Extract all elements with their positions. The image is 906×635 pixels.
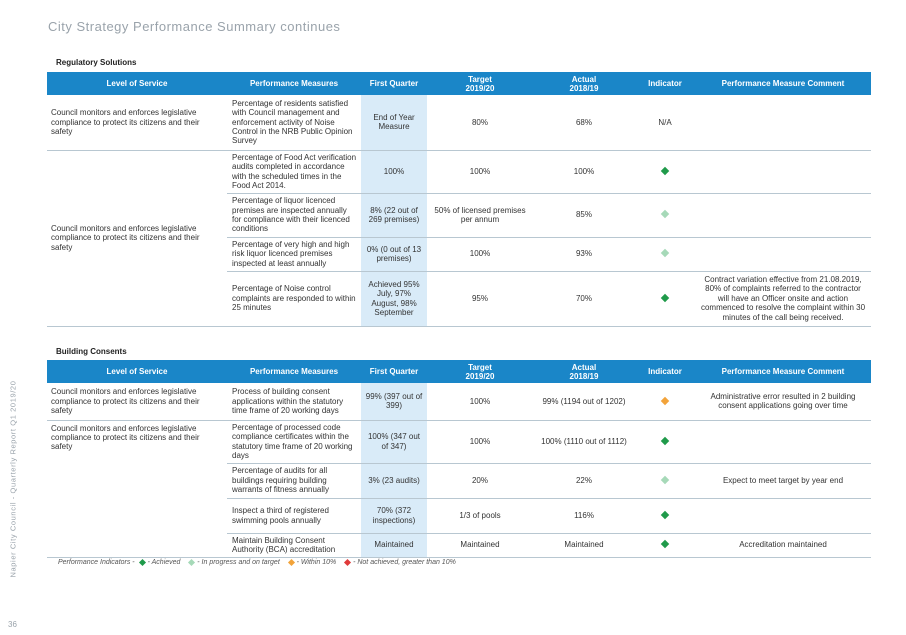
first-quarter-value: Achieved 95% July, 97% August, 98% September	[361, 271, 427, 326]
achieved-diamond-icon	[139, 559, 146, 566]
achieved-diamond-icon	[661, 540, 669, 548]
target-value: 100%	[427, 237, 533, 271]
performance-measure: Percentage of residents satisfied with Council management and enforcement activity of Noise Control in the NRB Public Opinion Survey	[227, 95, 361, 150]
achieved-diamond-icon	[661, 294, 669, 302]
header-level: Level of Service	[47, 72, 227, 95]
target-value: 20%	[427, 463, 533, 498]
table-row	[47, 150, 871, 193]
performance-measure: Percentage of Noise control complaints are responded to within 25 minutes	[227, 271, 361, 326]
first-quarter-value: 0% (0 out of 13 premises)	[361, 237, 427, 271]
header-first-quarter: First Quarter	[361, 360, 427, 383]
achieved-diamond-icon	[661, 167, 669, 175]
actual-value: 93%	[533, 237, 635, 271]
comment	[695, 237, 871, 271]
target-value: 100%	[427, 150, 533, 193]
not-achieved-diamond-icon	[344, 559, 351, 566]
comment: Contract variation effective from 21.08.2019, 80% of complaints referred to the contractor will have an Officer onsite and action commenced to resolve the complaint within 30 minutes of the call being received.	[695, 271, 871, 326]
performance-measure: Percentage of liquor licenced premises are inspected annually for compliance with their licenced conditions	[227, 193, 361, 237]
level-of-service: Council monitors and enforces legislative compliance to protect its citizens and their safety	[47, 420, 227, 557]
building-table	[47, 360, 871, 558]
within-diamond-icon	[661, 396, 669, 404]
actual-value: Maintained	[533, 533, 635, 557]
in-progress-diamond-icon	[661, 249, 669, 257]
actual-value: 22%	[533, 463, 635, 498]
actual-value: 116%	[533, 498, 635, 533]
performance-measure: Inspect a third of registered swimming pools annually	[227, 498, 361, 533]
performance-measure: Percentage of very high and high risk liquor licenced premises inspected at least annually	[227, 237, 361, 271]
first-quarter-value: 70% (372 inspections)	[361, 498, 427, 533]
first-quarter-value: 8% (22 out of 269 premises)	[361, 193, 427, 237]
table-row	[47, 95, 871, 150]
page-title: City Strategy Performance Summary continues	[48, 19, 341, 34]
header-measures: Performance Measures	[227, 360, 361, 383]
comment	[695, 150, 871, 193]
header-indicator: Indicator	[635, 72, 695, 95]
section-title-regulatory: Regulatory Solutions	[56, 58, 137, 67]
comment	[695, 193, 871, 237]
target-value: 1/3 of pools	[427, 498, 533, 533]
actual-value: 68%	[533, 95, 635, 150]
first-quarter-value: 99% (397 out of 399)	[361, 383, 427, 420]
performance-measure: Percentage of audits for all buildings requiring building warrants of fitness annually	[227, 463, 361, 498]
comment	[695, 95, 871, 150]
comment: Expect to meet target by year end	[695, 463, 871, 498]
level-of-service: Council monitors and enforces legislative compliance to protect its citizens and their safety	[47, 150, 227, 326]
header-indicator: Indicator	[635, 360, 695, 383]
target-value: Maintained	[427, 533, 533, 557]
achieved-diamond-icon	[661, 437, 669, 445]
target-value: 95%	[427, 271, 533, 326]
in-progress-diamond-icon	[661, 210, 669, 218]
legend-within: - Within 10%	[296, 559, 337, 566]
legend-not-achieved: - Not achieved, greater than 10%	[353, 559, 456, 566]
comment: Administrative error resulted in 2 building consent applications going over time	[695, 383, 871, 420]
level-of-service: Council monitors and enforces legislative compliance to protect its citizens and their safety	[47, 95, 227, 150]
first-quarter-value: 3% (23 audits)	[361, 463, 427, 498]
first-quarter-value: 100% (347 out of 347)	[361, 420, 427, 463]
performance-measure: Percentage of Food Act verification audits completed in accordance with the scheduled times in the Food Act 2014.	[227, 150, 361, 193]
target-value: 80%	[427, 95, 533, 150]
in-progress-diamond-icon	[188, 559, 195, 566]
comment: Accreditation maintained	[695, 533, 871, 557]
header-actual: Actual 2018/19	[533, 72, 635, 95]
section-title-building: Building Consents	[56, 347, 127, 356]
comment	[695, 420, 871, 463]
legend-achieved: - Achieved	[147, 559, 181, 566]
page-number: 36	[8, 620, 17, 629]
indicator-text: N/A	[635, 95, 695, 150]
header-target: Target 2019/20	[427, 72, 533, 95]
comment	[695, 498, 871, 533]
header-target: Target 2019/20	[427, 360, 533, 383]
in-progress-diamond-icon	[661, 476, 669, 484]
header-level: Level of Service	[47, 360, 227, 383]
header-comment: Performance Measure Comment	[695, 72, 871, 95]
target-value: 100%	[427, 420, 533, 463]
level-of-service: Council monitors and enforces legislative compliance to protect its citizens and their safety	[47, 383, 227, 420]
achieved-diamond-icon	[661, 511, 669, 519]
header-actual: Actual 2018/19	[533, 360, 635, 383]
header-measures: Performance Measures	[227, 72, 361, 95]
first-quarter-value: 100%	[361, 150, 427, 193]
table-row	[47, 383, 871, 420]
indicator-legend	[58, 559, 456, 566]
legend-prefix: Performance Indicators -	[58, 559, 135, 566]
header-first-quarter: First Quarter	[361, 72, 427, 95]
regulatory-table	[47, 72, 871, 327]
table-row	[47, 420, 871, 463]
actual-value: 70%	[533, 271, 635, 326]
performance-measure: Percentage of processed code compliance certificates within the statutory time frame of 20 working days	[227, 420, 361, 463]
target-value: 100%	[427, 383, 533, 420]
actual-value: 100%	[533, 150, 635, 193]
actual-value: 99% (1194 out of 1202)	[533, 383, 635, 420]
within-diamond-icon	[288, 559, 295, 566]
actual-value: 100% (1110 out of 1112)	[533, 420, 635, 463]
target-value: 50% of licensed premises per annum	[427, 193, 533, 237]
performance-measure: Process of building consent applications within the statutory time frame of 20 working days	[227, 383, 361, 420]
header-comment: Performance Measure Comment	[695, 360, 871, 383]
actual-value: 85%	[533, 193, 635, 237]
performance-measure: Maintain Building Consent Authority (BCA) accreditation	[227, 533, 361, 557]
side-caption: Napier City Council - Quarterly Report Q1 2019/20	[8, 380, 18, 578]
first-quarter-value: Maintained	[361, 533, 427, 557]
legend-in-progress: - In progress and on target	[197, 559, 280, 566]
first-quarter-value: End of Year Measure	[361, 95, 427, 150]
